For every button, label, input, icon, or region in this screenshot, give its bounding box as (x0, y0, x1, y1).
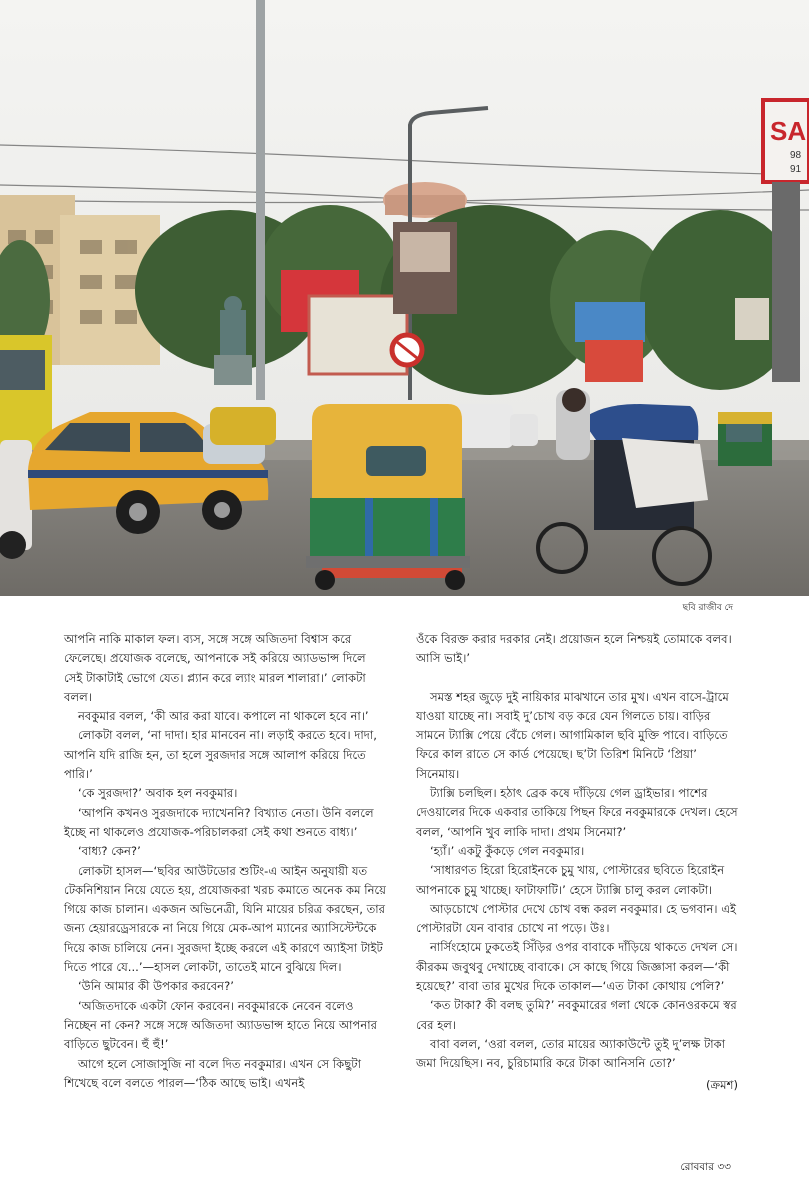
paragraph: ‘সাধারণত হিরো হিরোইনকে চুমু খায়, পোস্টারের ছবিতে হিরোইন আপনাকে চুমু খাচ্ছে। ফাটাফাটি।’ হেসে ট্যাক্সি চালু করল লোকটা। (416, 863, 725, 897)
paragraph: আড়চোখে পোস্টার দেখে চোখ বন্ধ করল নবকুমার। হে ভগবান। এই পোস্টারটা যেন বাবার চোখে না পড়ে। উঃ। (416, 901, 737, 936)
green-auto (718, 412, 772, 466)
auto-rickshaw (306, 404, 470, 590)
paragraph: ‘আপনি কখনও সুরজদাকে দ্যাখেননি? বিখ্যাত নেতা। উনি বললে ইচ্ছে না থাকলেও প্রযোজক-পরিচালকরা সেই কথা শুনতে বাধ্য।’ (64, 805, 374, 839)
photo-credit: ছবি রাজীব দে (682, 603, 733, 613)
paragraph: ‘কে সুরজদা?’ অবাক হল নবকুমার। (78, 786, 238, 801)
svg-text:91: 91 (790, 164, 802, 175)
paragraph: ‘হ্যাঁ।’ একটু কুঁকড়ে গেল নবকুমার। (430, 843, 585, 858)
paragraph: ‘অজিতদাকে একটা ফোন করবেন। নবকুমারকে নেবেন বলেও নিচ্ছেন না কেন? সঙ্গে সঙ্গে অজিতদা অ্যাডভান্স হাতে নিয়ে আপনার বাড়িতে ছুটবেন। হুঁ হুঁ!’ (64, 998, 378, 1052)
page-folio: রোববার ৩৩ (680, 1161, 731, 1173)
billboard-text: SA (770, 116, 807, 146)
white-car (0, 440, 32, 559)
paragraph: বাবা বলল, ‘ওরা বলল, তোর মায়ের অ্যাকাউন্টে তুই দু’লক্ষ টাকা জমা দিয়েছিস। নব, চুরিচামারি করে টাকা আনিসনি তো?’ (416, 1036, 726, 1071)
paragraph: ট্যাক্সি চলছিল। হঠাৎ ব্রেক কষে দাঁড়িয়ে গেল ড্রাইভার। পাশের দেওয়ালের দিকে একবার তাকিয়ে পিছন ফিরে নবকুমারকে দেখল। হেসে বলল, ‘আপনি খুব লাকি দাদা। প্রথম সিনেমা?’ (416, 786, 738, 839)
paragraph: সমস্ত শহর জুড়ে দুই নায়িকার মাঝখানে তার মুখ। এখন বাসে-ট্রামে যাওয়া যাচ্ছে না। সবাই দু’চোখ বড় করে যেন গিলতে চায়। বাড়ির সামনে ট্যাক্সি পেয়ে বেঁচে গেল। আগামিকাল ছবি মুক্তি পাবে। বাড়িতে ফিরে কাল রাতে সে কার্ড পেয়েছে। ছ’টা তিরিশ মিনিটে ‘প্রিয়া’ সিনেমায়। (416, 689, 729, 781)
continued-marker: (ক্রমশ) (705, 1077, 738, 1092)
paragraph: ‘বাধ্য? কেন?’ (78, 844, 141, 859)
yellow-bus (0, 335, 52, 450)
right-column (416, 630, 738, 1095)
paragraph: আপনি নাকি মাকাল ফল। ব্যস, সঙ্গে সঙ্গে অজিতদা বিশ্বাস করে ফেলেছে। প্রযোজক বলেছে, আপনাকে সই করিয়ে অ্যাডভান্স দিলে সেই টাকাটাই ভোগে যেত। প্ল্যান করে ল্যাং মারল শালারা।’ লোকটা বলল। (64, 632, 366, 704)
street-photo (0, 0, 809, 596)
paragraph: আগে হলে সোজাসুজি না বলে দিত নবকুমার। এখন সে কিছুটা শিখেছে বলে বলতে পারল—‘ঠিক আছে ভাই। এখনই (64, 1056, 361, 1090)
paragraph: লোকটা বলল, ‘না দাদা। হার মানবেন না। লড়াই করতে হবে। দাদা, আপনি যদি রাজি হন, তা হলে সুরজদার সঙ্গে আলাপ করিয়ে দিতে পারি।’ (64, 728, 377, 782)
no-entry-sign (392, 335, 422, 365)
svg-text:98: 98 (790, 150, 802, 161)
left-column (64, 630, 386, 1093)
paragraph: ‘কত টাকা? কী বলছ তুমি?’ নবকুমারের গলা থেকে কোনওরকমে স্বর বের হল। (416, 998, 737, 1032)
paragraph: ওঁকে বিরক্ত করার দরকার নেই। প্রয়োজন হলে নিশ্চয়ই তোমাকে বলব। আসি ভাই।’ (416, 632, 732, 666)
paragraph: নবকুমার বলল, ‘কী আর করা যাবে। কপালে না থাকলে হবে না।’ (78, 709, 369, 724)
paragraph: নার্সিংহোমে ঢুকতেই সিঁড়ির ওপর বাবাকে দাঁড়িয়ে থাকতে দেখল সে। কীরকম জবুথবু দেখাচ্ছে বাবাকে। সে কাছে গিয়ে জিজ্ঞাসা করল—‘কী হয়েছে?’ বাবা তার মুখের দিকে তাকাল—‘এত টাকা কোথায় পেলি?’ (416, 940, 738, 994)
paragraph: ‘উনি আমার কী উপকার করবেন?’ (78, 979, 234, 994)
street-light-pole (256, 0, 265, 400)
paragraph: লোকটা হাসল—‘ছবির আউটডোর শুটিং-এ আইন অনুযায়ী যত টেকনিশিয়ান নিয়ে যেতে হয়, প্রযোজকরা খরচ কমাতে অনেক কম নিয়ে গিয়ে কাজ চালান। একজন অভিনেত্রী, যিনি মায়ের চরিত্র করছেন, তার জন্য হেয়ারড্রেসারকে না নিয়ে গিয়ে মেক-আপ ম্যানের অ্যাসিস্টেন্টকে দিয়ে কাজ চালিয়ে নেন। সুরজদা ইচ্ছে করলে এই কারণে অ্যাইসা টাইট দিতে পারে যে...’—হাসল লোকটা, তাতেই মানে বুঝিয়ে দিল। (64, 863, 386, 975)
